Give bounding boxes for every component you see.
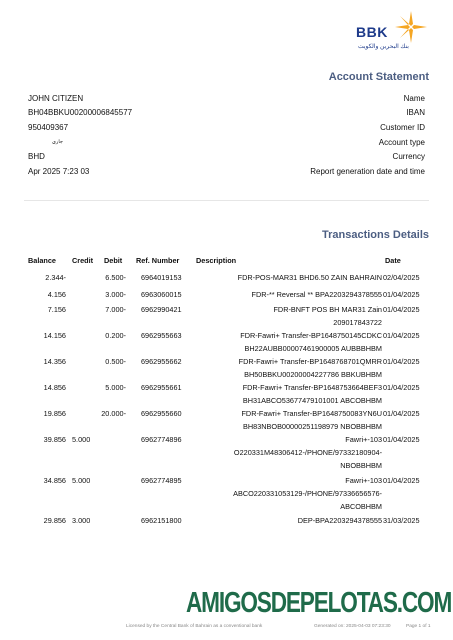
balance-cell: 14.856 xyxy=(43,383,66,392)
footer-generated: Generated on: 2025-04-03 07:23:30 xyxy=(314,624,391,629)
info-value: 950409367 xyxy=(28,122,69,132)
date-cell: 01/04/2025 xyxy=(383,383,420,392)
debit-cell: 5.000- xyxy=(105,383,126,392)
description-cell-line2: O220331M48306412-/PHONE/97332180904- xyxy=(233,448,382,457)
credit-cell: 5.000 xyxy=(72,435,91,444)
info-row-report-date xyxy=(28,164,425,179)
description-cell: FDR-Fawri+ Transfer-BP1648750145CDKC xyxy=(240,331,382,340)
ref-cell: 6962955663 xyxy=(141,331,182,340)
logo-arabic-name: بنك البحرين والكويت xyxy=(358,44,409,50)
balance-cell: 39.856 xyxy=(43,435,66,444)
info-value: BH04BBKU00200006845577 xyxy=(28,108,133,118)
ref-cell: 6963060015 xyxy=(141,290,182,299)
debit-cell: 0.500- xyxy=(105,357,126,366)
column-header-date: Date xyxy=(385,256,401,265)
date-cell: 01/04/2025 xyxy=(383,305,420,314)
description-cell: Fawri+-103 xyxy=(345,476,382,485)
info-value: Apr 2025 7:23 03 xyxy=(28,166,90,176)
date-cell: 01/04/2025 xyxy=(383,357,420,366)
section-divider xyxy=(24,200,429,201)
credit-cell: 5.000 xyxy=(72,476,91,485)
debit-cell: 0.200- xyxy=(105,331,126,340)
column-header-balance: Balance xyxy=(28,256,56,265)
date-cell: 01/04/2025 xyxy=(383,409,420,418)
account-statement-title: Account Statement xyxy=(328,71,429,83)
description-cell-line2: BH22AUBB00007461900005 AUBBBHBM xyxy=(244,344,382,353)
balance-cell: 29.856 xyxy=(43,516,66,525)
balance-cell: 7.156 xyxy=(47,305,66,314)
description-cell-line2: BH83NBOB00000251198979 NBOBBHBM xyxy=(243,422,382,431)
info-value: JOHN CITIZEN xyxy=(28,93,84,103)
info-row-account-type xyxy=(28,135,425,150)
info-row-customer-id xyxy=(28,120,425,135)
balance-cell: 19.856 xyxy=(43,409,66,418)
date-cell: 31/03/2025 xyxy=(383,516,420,525)
balance-cell: 4.156 xyxy=(47,290,66,299)
info-label: Report generation date and time xyxy=(310,166,425,176)
column-header-ref-number: Ref. Number xyxy=(136,256,180,265)
info-value: جاري xyxy=(52,139,63,146)
description-cell: FDR-** Reversal ** BPA2203294378555 xyxy=(251,290,382,299)
description-cell: Fawri+-103 xyxy=(345,435,382,444)
info-label: Account type xyxy=(378,137,425,147)
description-cell: FDR-POS-MAR31 BHD6.50 ZAIN BAHRAIN xyxy=(237,273,382,282)
info-row-iban xyxy=(28,106,425,121)
description-cell-line2: BH31ABCO53677479101001 ABCOBHBM xyxy=(242,396,382,405)
debit-cell: 7.000- xyxy=(105,305,126,314)
column-header-credit: Credit xyxy=(72,256,94,265)
description-cell: FDR-BNFT POS BH MAR31 Zain xyxy=(273,305,382,314)
description-cell-line3: NBOBBHBM xyxy=(340,461,382,470)
info-label: Currency xyxy=(392,152,425,162)
balance-cell: 14.156 xyxy=(43,331,66,340)
description-cell-line2: 209017843722 xyxy=(333,318,382,327)
balance-cell: 2.344- xyxy=(45,273,66,282)
debit-cell: 3.000- xyxy=(105,290,126,299)
column-header-description: Description xyxy=(196,256,237,265)
credit-cell: 3.000 xyxy=(72,516,91,525)
description-cell-line2: BH50BBKU00200004227786 BBKUBHBM xyxy=(244,370,382,379)
info-label: Name xyxy=(403,93,425,103)
transactions-details-title: Transactions Details xyxy=(322,229,429,241)
date-cell: 01/04/2025 xyxy=(383,331,420,340)
ref-cell: 6962955661 xyxy=(141,383,182,392)
balance-cell: 34.856 xyxy=(43,476,66,485)
balance-cell: 14.356 xyxy=(43,357,66,366)
description-cell: FDR-Fawri+ Transfer-BP1648768701QMRR xyxy=(238,357,382,366)
ref-cell: 6962990421 xyxy=(141,305,182,314)
bbk-logo xyxy=(356,10,436,54)
info-label: Customer ID xyxy=(380,122,425,132)
bbk-star-icon xyxy=(394,10,428,44)
info-row-name xyxy=(28,91,425,106)
date-cell: 01/04/2025 xyxy=(383,435,420,444)
description-cell-line3: ABCOBHBM xyxy=(340,502,382,511)
ref-cell: 6962774896 xyxy=(141,435,182,444)
logo-text: BBK xyxy=(356,24,388,40)
footer-page: Page 1 of 1 xyxy=(406,624,431,629)
description-cell: FDR-Fawri+ Transfer-BP1648753664BEF3 xyxy=(242,383,382,392)
info-value: BHD xyxy=(28,152,45,162)
info-row-currency xyxy=(28,149,425,164)
ref-cell: 6962151800 xyxy=(141,516,182,525)
description-cell-line2: ABCO220331053129-/PHONE/97336656576- xyxy=(233,489,382,498)
debit-cell: 20.000- xyxy=(101,409,126,418)
ref-cell: 6962955660 xyxy=(141,409,182,418)
account-info xyxy=(28,91,425,179)
ref-cell: 6962955662 xyxy=(141,357,182,366)
date-cell: 01/04/2025 xyxy=(383,290,420,299)
info-label: IBAN xyxy=(406,108,425,118)
ref-cell: 6964019153 xyxy=(141,273,182,282)
description-cell: FDR-Fawri+ Transfer-BP1648750083YN6U xyxy=(241,409,382,418)
watermark-text: AMIGOSDEPELOTAS.COM xyxy=(186,587,452,619)
footer-license: Licensed by the Central Bank of Bahrain as a conventional bank xyxy=(126,624,263,629)
date-cell: 02/04/2025 xyxy=(383,273,420,282)
description-cell: DEP-BPA2203294378555 xyxy=(297,516,382,525)
date-cell: 01/04/2025 xyxy=(383,476,420,485)
column-header-debit: Debit xyxy=(104,256,123,265)
ref-cell: 6962774895 xyxy=(141,476,182,485)
debit-cell: 6.500- xyxy=(105,273,126,282)
